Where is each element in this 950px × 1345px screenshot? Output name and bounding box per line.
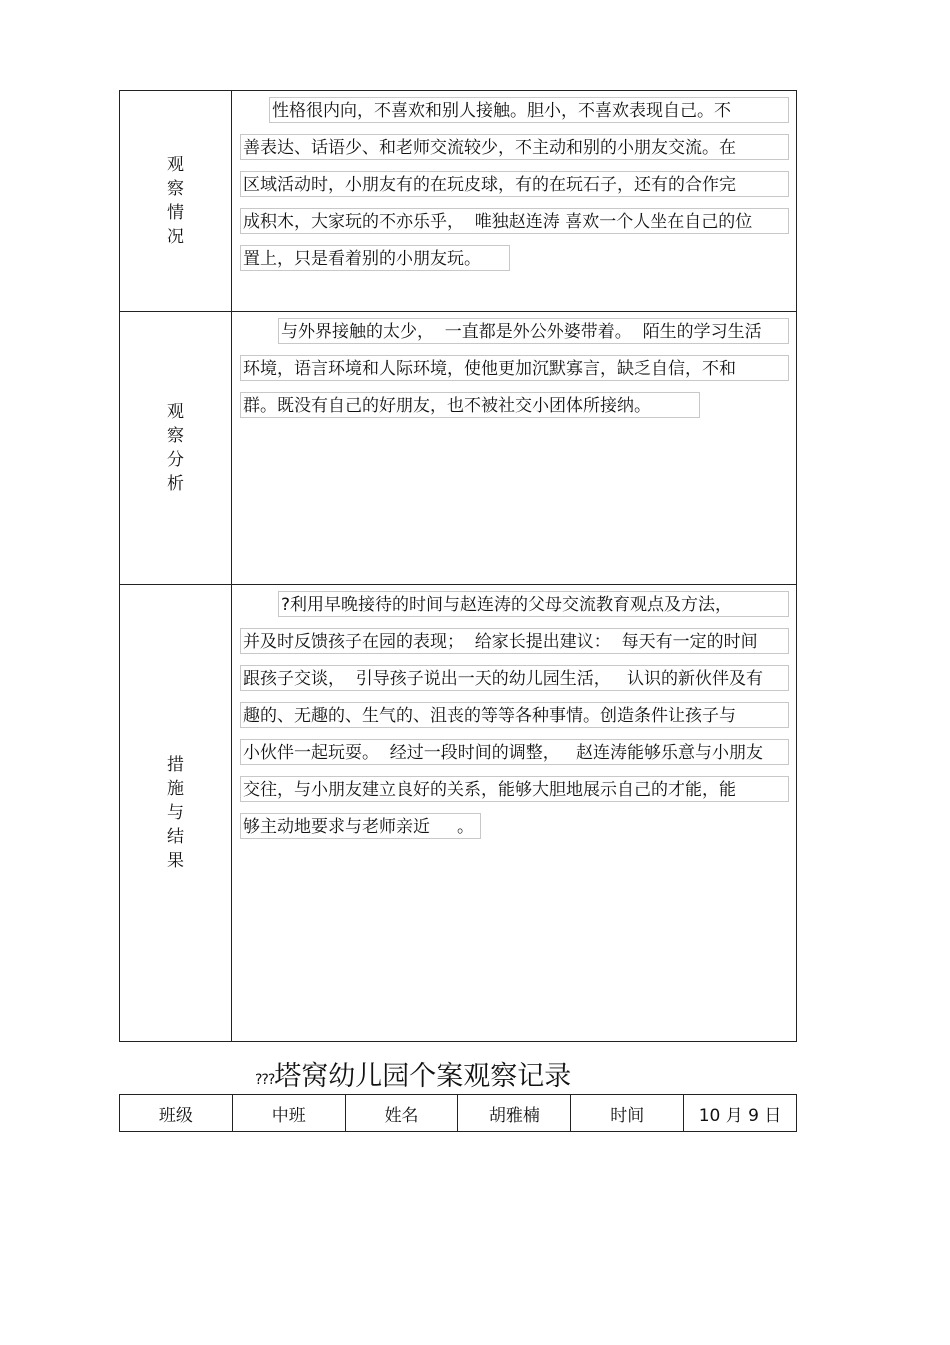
observation-situation-content [232, 91, 797, 312]
label-char: 析 [167, 474, 184, 494]
name-value: 胡雅楠 [458, 1095, 571, 1132]
text-line: 够主动地要求与老师亲近 。 [240, 813, 481, 839]
info-row [120, 1095, 797, 1132]
observation-situation-label [120, 91, 232, 312]
observation-analysis-label [120, 312, 232, 585]
class-value: 中班 [232, 1095, 345, 1132]
title-mark: ??? [255, 1072, 275, 1088]
text-line: 成积木，大家玩的不亦乐乎， 唯独赵连涛 喜欢一个人坐在自己的位 [240, 208, 789, 234]
text-line: 环境，语言环境和人际环境，使他更加沉默寡言，缺乏自信，不和 [240, 355, 789, 381]
name-label: 姓名 [345, 1095, 458, 1132]
label-char: 施 [167, 779, 184, 799]
text-line: 交往，与小朋友建立良好的关系，能够大胆地展示自己的才能，能 [240, 776, 789, 802]
text-line: 性格很内向，不喜欢和别人接触。胆小，不喜欢表现自己。不 [269, 97, 789, 123]
text-line: 群。既没有自己的好朋友，也不被社交小团体所接纳。 [240, 392, 700, 418]
label-char: 察 [167, 179, 184, 199]
label-char: 分 [167, 450, 184, 470]
observation-analysis-row [120, 312, 797, 585]
record-title [255, 1054, 571, 1093]
measures-results-label [120, 585, 232, 1042]
text-line: ?利用早晚接待的时间与赵连涛的父母交流教育观点及方法， [278, 591, 789, 617]
title-text: 塔窝幼儿园个案观察记录 [274, 1061, 572, 1092]
text-line: 置上，只是看着别的小朋友玩。 [240, 245, 510, 271]
class-label: 班级 [120, 1095, 233, 1132]
text-line: 并及时反馈孩子在园的表现； 给家长提出建议： 每天有一定的时间 [240, 628, 789, 654]
label-char: 况 [167, 227, 184, 247]
observation-situation-row [120, 91, 797, 312]
label-char: 措 [167, 755, 184, 775]
time-label: 时间 [571, 1095, 684, 1132]
label-char: 与 [167, 803, 184, 823]
measures-results-row [120, 585, 797, 1042]
text-line: 善表达、话语少、和老师交流较少，不主动和别的小朋友交流。在 [240, 134, 789, 160]
text-line: 小伙伴一起玩耍。 经过一段时间的调整， 赵连涛能够乐意与小朋友 [240, 739, 789, 765]
label-char: 结 [167, 827, 184, 847]
info-table [119, 1094, 797, 1132]
measures-results-content [232, 585, 797, 1042]
label-char: 果 [167, 851, 184, 871]
text-line: 跟孩子交谈， 引导孩子说出一天的幼儿园生活， 认识的新伙伴及有 [240, 665, 789, 691]
observation-table [119, 90, 797, 1042]
label-char: 观 [167, 155, 184, 175]
label-char: 观 [167, 402, 184, 422]
text-line: 与外界接触的太少， 一直都是外公外婆带着。 陌生的学习生活 [278, 318, 789, 344]
text-line: 趣的、无趣的、生气的、沮丧的等等各种事情。创造条件让孩子与 [240, 702, 789, 728]
time-value: 10 月 9 日 [684, 1095, 797, 1132]
observation-analysis-content [232, 312, 797, 585]
text-line: 区域活动时，小朋友有的在玩皮球，有的在玩石子，还有的合作完 [240, 171, 789, 197]
label-char: 情 [167, 203, 184, 223]
label-char: 察 [167, 426, 184, 446]
